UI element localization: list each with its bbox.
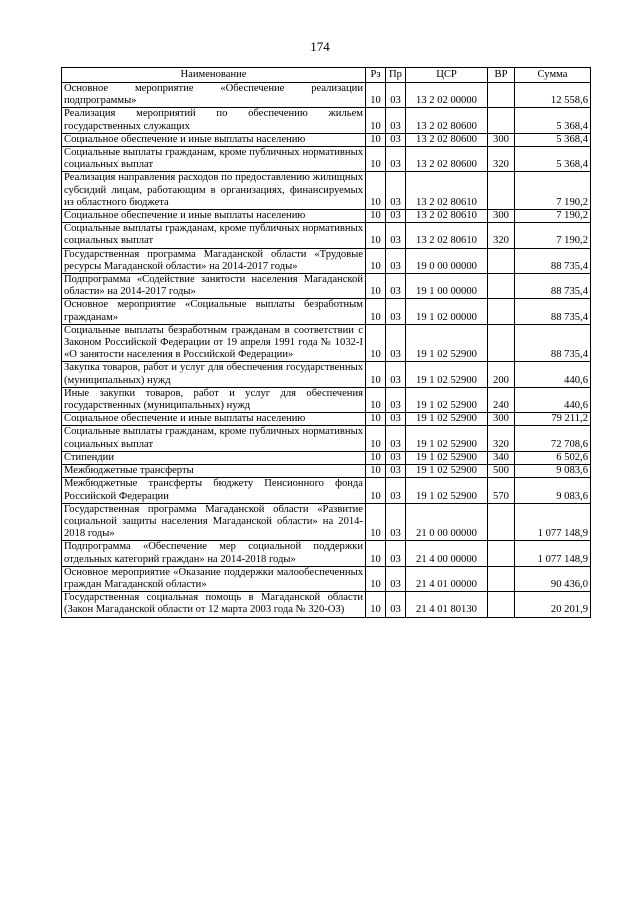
cell-sum: 79 211,2 — [515, 413, 591, 426]
cell-vr — [488, 274, 515, 299]
table-row — [62, 362, 591, 387]
cell-csr: 19 1 02 00000 — [406, 299, 488, 324]
cell-vr: 300 — [488, 413, 515, 426]
cell-rz: 10 — [366, 223, 386, 248]
cell-vr — [488, 541, 515, 566]
header-rz: Рз — [366, 68, 386, 83]
cell-csr: 19 1 02 52900 — [406, 478, 488, 503]
cell-name: Социальное обеспечение и иные выплаты населению — [62, 210, 366, 223]
cell-pr: 03 — [386, 362, 406, 387]
cell-name: Социальное обеспечение и иные выплаты населению — [62, 133, 366, 146]
table-row — [62, 478, 591, 503]
cell-vr — [488, 503, 515, 541]
cell-sum: 88 735,4 — [515, 274, 591, 299]
cell-name: Подпрограмма «Обеспечение мер социальной поддержки отдельных категорий граждан» на 2014-2018 годы» — [62, 541, 366, 566]
cell-pr: 03 — [386, 592, 406, 617]
cell-name: Основное мероприятие «Оказание поддержки малообеспеченных граждан Магаданской области» — [62, 566, 366, 591]
cell-pr: 03 — [386, 210, 406, 223]
cell-pr: 03 — [386, 541, 406, 566]
cell-name: Государственная социальная помощь в Магаданской области (Закон Магаданской области от 12 марта 2003 года № 320-ОЗ) — [62, 592, 366, 617]
table-row — [62, 147, 591, 172]
cell-pr: 03 — [386, 223, 406, 248]
cell-vr: 320 — [488, 223, 515, 248]
cell-rz: 10 — [366, 362, 386, 387]
cell-name: Стипендии — [62, 451, 366, 464]
cell-name: Государственная программа Магаданской области «Развитие социальной защиты населения Магаданской области» на 2014-2018 годы» — [62, 503, 366, 541]
budget-table — [61, 67, 591, 618]
cell-name: Основное мероприятие «Социальные выплаты безработным гражданам» — [62, 299, 366, 324]
cell-sum: 88 735,4 — [515, 324, 591, 362]
cell-csr: 13 2 02 00000 — [406, 83, 488, 108]
cell-pr: 03 — [386, 274, 406, 299]
cell-vr: 320 — [488, 147, 515, 172]
cell-vr — [488, 172, 515, 210]
cell-pr: 03 — [386, 299, 406, 324]
cell-sum: 7 190,2 — [515, 210, 591, 223]
cell-csr: 13 2 02 80610 — [406, 223, 488, 248]
cell-csr: 19 0 00 00000 — [406, 248, 488, 273]
cell-name: Социальные выплаты безработным гражданам в соответствии с Законом Российской Федерации от 19 апреля 1991 года № 1032-I «О занятости населения в Российской Федерации» — [62, 324, 366, 362]
cell-sum: 1 077 148,9 — [515, 541, 591, 566]
cell-sum: 5 368,4 — [515, 147, 591, 172]
cell-csr: 19 1 02 52900 — [406, 324, 488, 362]
table-row — [62, 413, 591, 426]
table-row — [62, 566, 591, 591]
cell-vr — [488, 324, 515, 362]
cell-sum: 6 502,6 — [515, 451, 591, 464]
cell-rz: 10 — [366, 274, 386, 299]
table-row — [62, 387, 591, 412]
cell-pr: 03 — [386, 426, 406, 451]
table-row — [62, 223, 591, 248]
cell-rz: 10 — [366, 465, 386, 478]
table-row — [62, 426, 591, 451]
cell-sum: 7 190,2 — [515, 223, 591, 248]
cell-pr: 03 — [386, 465, 406, 478]
table-row — [62, 324, 591, 362]
cell-sum: 88 735,4 — [515, 299, 591, 324]
cell-rz: 10 — [366, 83, 386, 108]
cell-rz: 10 — [366, 108, 386, 133]
cell-sum: 440,6 — [515, 362, 591, 387]
cell-name: Межбюджетные трансферты — [62, 465, 366, 478]
cell-pr: 03 — [386, 503, 406, 541]
page-number: 174 — [310, 39, 330, 54]
cell-vr — [488, 83, 515, 108]
cell-csr: 19 1 02 52900 — [406, 362, 488, 387]
cell-pr: 03 — [386, 108, 406, 133]
cell-rz: 10 — [366, 147, 386, 172]
table-row — [62, 451, 591, 464]
cell-rz: 10 — [366, 503, 386, 541]
cell-csr: 13 2 02 80600 — [406, 108, 488, 133]
header-csr: ЦСР — [406, 68, 488, 83]
cell-name: Государственная программа Магаданской области «Трудовые ресурсы Магаданской области» на 2014-2017 годы» — [62, 248, 366, 273]
cell-sum: 1 077 148,9 — [515, 503, 591, 541]
cell-name: Социальные выплаты гражданам, кроме публичных нормативных социальных выплат — [62, 147, 366, 172]
cell-sum: 440,6 — [515, 387, 591, 412]
table-body — [62, 83, 591, 618]
table-row — [62, 133, 591, 146]
cell-vr: 300 — [488, 133, 515, 146]
cell-pr: 03 — [386, 387, 406, 412]
cell-sum: 12 558,6 — [515, 83, 591, 108]
cell-rz: 10 — [366, 299, 386, 324]
cell-rz: 10 — [366, 133, 386, 146]
table-row — [62, 210, 591, 223]
cell-csr: 13 2 02 80610 — [406, 210, 488, 223]
cell-name: Социальные выплаты гражданам, кроме публичных нормативных социальных выплат — [62, 223, 366, 248]
cell-rz: 10 — [366, 451, 386, 464]
cell-vr: 300 — [488, 210, 515, 223]
cell-name: Социальное обеспечение и иные выплаты населению — [62, 413, 366, 426]
cell-csr: 19 1 02 52900 — [406, 451, 488, 464]
cell-sum: 72 708,6 — [515, 426, 591, 451]
cell-csr: 19 1 02 52900 — [406, 413, 488, 426]
cell-csr: 13 2 02 80600 — [406, 147, 488, 172]
cell-rz: 10 — [366, 172, 386, 210]
cell-rz: 10 — [366, 426, 386, 451]
cell-sum: 20 201,9 — [515, 592, 591, 617]
cell-csr: 21 4 01 00000 — [406, 566, 488, 591]
cell-rz: 10 — [366, 387, 386, 412]
cell-vr — [488, 299, 515, 324]
cell-pr: 03 — [386, 451, 406, 464]
table-row — [62, 83, 591, 108]
cell-csr: 21 0 00 00000 — [406, 503, 488, 541]
cell-rz: 10 — [366, 248, 386, 273]
cell-name: Основное мероприятие «Обеспечение реализации подпрограммы» — [62, 83, 366, 108]
cell-pr: 03 — [386, 478, 406, 503]
cell-name: Закупка товаров, работ и услуг для обеспечения государственных (муниципальных) нужд — [62, 362, 366, 387]
table-row — [62, 108, 591, 133]
cell-name: Реализация направления расходов по предоставлению жилищных субсидий лицам, работающим в организациях, финансируемых из областного бюджета — [62, 172, 366, 210]
cell-rz: 10 — [366, 566, 386, 591]
cell-csr: 19 1 00 00000 — [406, 274, 488, 299]
cell-csr: 13 2 02 80610 — [406, 172, 488, 210]
header-sum: Сумма — [515, 68, 591, 83]
cell-vr — [488, 592, 515, 617]
cell-vr: 340 — [488, 451, 515, 464]
cell-name: Социальные выплаты гражданам, кроме публичных нормативных социальных выплат — [62, 426, 366, 451]
cell-pr: 03 — [386, 83, 406, 108]
cell-pr: 03 — [386, 566, 406, 591]
table-row — [62, 465, 591, 478]
cell-name: Межбюджетные трансферты бюджету Пенсионного фонда Российской Федерации — [62, 478, 366, 503]
cell-csr: 19 1 02 52900 — [406, 465, 488, 478]
cell-rz: 10 — [366, 210, 386, 223]
cell-vr: 570 — [488, 478, 515, 503]
table-row — [62, 503, 591, 541]
cell-vr: 320 — [488, 426, 515, 451]
cell-csr: 13 2 02 80600 — [406, 133, 488, 146]
header-name: Наименование — [62, 68, 366, 83]
cell-rz: 10 — [366, 592, 386, 617]
table-row — [62, 172, 591, 210]
cell-csr: 21 4 00 00000 — [406, 541, 488, 566]
cell-pr: 03 — [386, 147, 406, 172]
cell-vr: 500 — [488, 465, 515, 478]
cell-vr: 200 — [488, 362, 515, 387]
cell-rz: 10 — [366, 413, 386, 426]
cell-sum: 7 190,2 — [515, 172, 591, 210]
cell-sum: 9 083,6 — [515, 465, 591, 478]
cell-sum: 5 368,4 — [515, 133, 591, 146]
cell-name: Иные закупки товаров, работ и услуг для обеспечения государственных (муниципальных) нужд — [62, 387, 366, 412]
cell-sum: 5 368,4 — [515, 108, 591, 133]
cell-csr: 19 1 02 52900 — [406, 387, 488, 412]
cell-pr: 03 — [386, 133, 406, 146]
cell-vr — [488, 108, 515, 133]
cell-name: Подпрограмма «Содействие занятости населения Магаданской области» на 2014-2017 годы» — [62, 274, 366, 299]
cell-pr: 03 — [386, 172, 406, 210]
table-row — [62, 299, 591, 324]
header-pr: Пр — [386, 68, 406, 83]
table-row — [62, 541, 591, 566]
cell-sum: 9 083,6 — [515, 478, 591, 503]
header-vr: ВР — [488, 68, 515, 83]
table-header-row — [62, 68, 591, 83]
cell-sum: 88 735,4 — [515, 248, 591, 273]
cell-rz: 10 — [366, 478, 386, 503]
cell-csr: 21 4 01 80130 — [406, 592, 488, 617]
cell-pr: 03 — [386, 324, 406, 362]
cell-pr: 03 — [386, 248, 406, 273]
table-row — [62, 274, 591, 299]
cell-name: Реализация мероприятий по обеспечению жильем государственных служащих — [62, 108, 366, 133]
cell-sum: 90 436,0 — [515, 566, 591, 591]
cell-vr — [488, 248, 515, 273]
cell-pr: 03 — [386, 413, 406, 426]
cell-vr: 240 — [488, 387, 515, 412]
cell-rz: 10 — [366, 541, 386, 566]
cell-rz: 10 — [366, 324, 386, 362]
table-row — [62, 248, 591, 273]
cell-vr — [488, 566, 515, 591]
cell-csr: 19 1 02 52900 — [406, 426, 488, 451]
table-row — [62, 592, 591, 617]
